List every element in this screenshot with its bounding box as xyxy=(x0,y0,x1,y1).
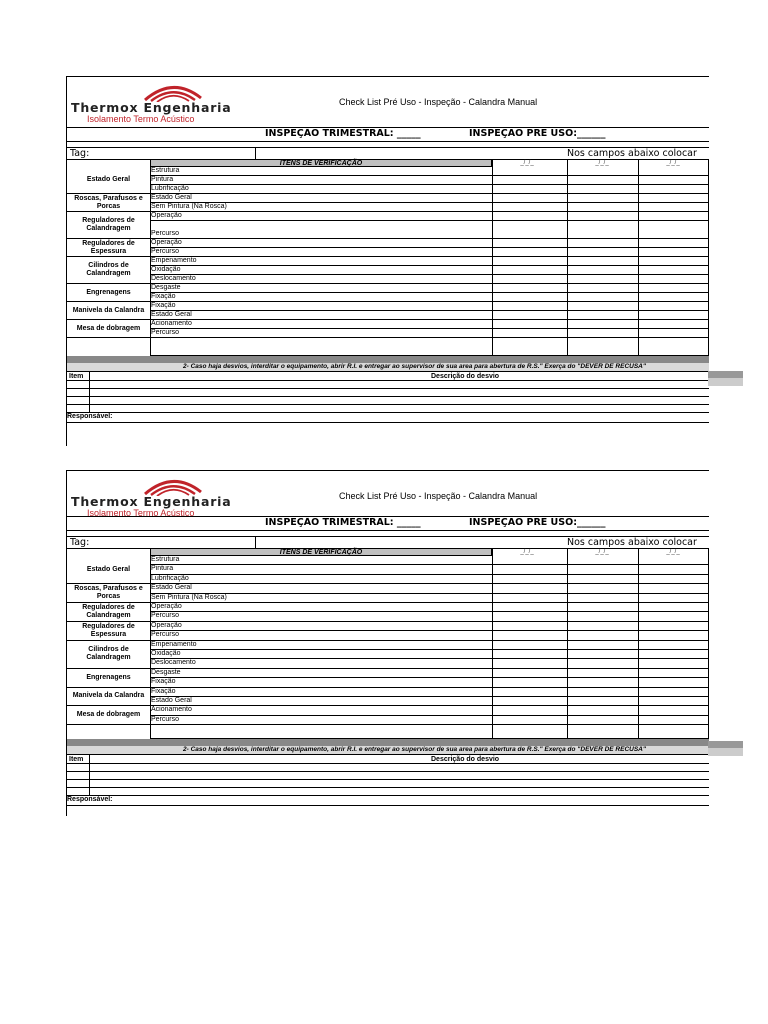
checklist-group-label xyxy=(67,556,150,584)
checklist-item-label: Lubrificação xyxy=(151,574,189,582)
checklist-item-row[interactable] xyxy=(150,716,709,725)
checklist-item-label: Estado Geral xyxy=(151,584,192,592)
checklist-item-row[interactable] xyxy=(150,167,709,176)
checklist-item-label: Operação xyxy=(151,239,182,246)
logo-subtitle: Isolamento Termo Acústico xyxy=(87,508,195,518)
checklist-group-label xyxy=(67,622,150,641)
checklist-item-row[interactable] xyxy=(150,641,709,650)
checklist-group-label xyxy=(67,257,150,284)
inspecao-trimestral-field[interactable]: INSPEÇÃO TRIMESTRAL: _____ xyxy=(265,517,421,528)
checklist-item-label: Acionamento xyxy=(151,320,192,327)
checklist-item-row[interactable] xyxy=(150,248,709,257)
deviation-row[interactable] xyxy=(67,787,709,788)
deviation-row[interactable] xyxy=(67,388,709,389)
divider xyxy=(67,530,709,531)
group-name: Mesa de dobragem xyxy=(76,324,141,332)
divider xyxy=(67,371,709,372)
checklist-item-label: Operação xyxy=(151,621,182,629)
divider xyxy=(255,536,256,548)
group-name: Roscas, Parafusos e Porcas xyxy=(74,194,143,210)
logo-arcs-icon xyxy=(143,80,203,102)
checklist-item-label: Desgaste xyxy=(151,284,181,291)
checklist-group-label xyxy=(67,302,150,320)
checklist-item-row[interactable] xyxy=(150,293,709,302)
description-column-label: Descrição do desvio xyxy=(431,756,500,764)
checklist-item-label: Estado Geral xyxy=(151,194,192,201)
divider xyxy=(67,805,709,806)
checklist-item-label: Pintura xyxy=(151,565,174,573)
inspection-type-row xyxy=(67,517,709,531)
item-column-label: Item xyxy=(69,756,84,764)
group-name: Reguladores de Calandragem xyxy=(82,603,135,619)
date-column-header[interactable]: _/_/_ xyxy=(595,160,609,166)
checklist-group-label xyxy=(67,603,150,622)
checklist-item-row[interactable] xyxy=(150,612,709,621)
checklist-item-label: Pintura xyxy=(151,176,174,183)
checklist-item-row[interactable] xyxy=(150,556,709,565)
date-column-header[interactable]: _/_/_ xyxy=(666,160,680,166)
inspecao-trimestral-field[interactable]: INSPEÇÃO TRIMESTRAL: _____ xyxy=(265,128,421,139)
checklist-item-row[interactable] xyxy=(150,203,709,212)
column-divider xyxy=(492,159,493,356)
checklist-sheet-2 xyxy=(66,470,709,816)
date-column-header[interactable]: _/_/_ xyxy=(595,549,609,555)
group-name: Cilindros de Calandragem xyxy=(86,262,131,277)
checklist-item-row[interactable] xyxy=(150,631,709,640)
checklist-item-label: Empenamento xyxy=(151,640,197,648)
checklist-item-row[interactable] xyxy=(150,575,709,584)
tag-label: Tag: xyxy=(70,537,90,548)
column-divider xyxy=(708,548,709,739)
checklist-item-row[interactable] xyxy=(150,194,709,203)
company-logo xyxy=(71,80,271,124)
separator-band xyxy=(67,356,709,363)
group-name: Mesa de dobragem xyxy=(76,711,141,719)
warning-note xyxy=(67,363,709,371)
separator-band xyxy=(67,739,709,746)
checklist-item-label: Deslocamento xyxy=(151,275,196,282)
group-name: Roscas, Parafusos e Porcas xyxy=(74,585,143,601)
column-divider xyxy=(638,159,639,356)
column-divider xyxy=(567,159,568,356)
checklist-item-label: Oxidação xyxy=(151,266,181,273)
date-column-header[interactable]: _/_/_ xyxy=(520,549,534,555)
checklist-item-row[interactable] xyxy=(150,659,709,668)
warning-note xyxy=(67,746,709,754)
checklist-item-label: Estado Geral xyxy=(151,311,192,318)
checklist-group-label xyxy=(67,641,150,669)
checklist-item-label: Fixação xyxy=(151,302,176,309)
side-band xyxy=(708,371,743,378)
checklist-group-label xyxy=(67,167,150,194)
checklist-item-label: Desgaste xyxy=(151,668,181,676)
checklist-group-label xyxy=(67,584,150,603)
item-column-label: Item xyxy=(69,373,84,380)
items-header: ITENS DE VERIFICAÇÃO xyxy=(150,159,492,167)
instruction-text: Nos campos abaixo colocar xyxy=(567,537,697,548)
group-name: Engrenagens xyxy=(86,673,131,681)
divider xyxy=(67,412,709,413)
checklist-item-row[interactable] xyxy=(150,688,709,697)
column-divider xyxy=(150,548,151,739)
group-name: Estado Geral xyxy=(86,176,131,183)
blank-row[interactable] xyxy=(150,338,709,356)
checklist-item-row[interactable] xyxy=(150,185,709,194)
checklist-item-row[interactable] xyxy=(150,678,709,687)
side-band xyxy=(708,741,743,748)
checklist-item-label: Sem Pintura (Na Rosca) xyxy=(151,203,227,210)
group-name: Manivela da Calandra xyxy=(72,306,145,314)
deviation-row[interactable] xyxy=(67,763,709,764)
warning-note-text: 2- Caso haja desvios, interditar o equipamento, abrir R.I. e entregar ao supervisor de sua area para abertura de R.S." Exerça do "DEVER DE RECUSA" xyxy=(183,746,646,754)
checklist-group-label xyxy=(67,212,150,239)
checklist-item-label: Fixação xyxy=(151,293,176,300)
responsavel-label: Responsável: xyxy=(67,413,113,420)
checklist-item-label: Percurso xyxy=(151,248,180,255)
checklist-item-label: Estrutura xyxy=(151,556,180,563)
checklist-item-row[interactable] xyxy=(150,594,709,603)
column-divider xyxy=(638,548,639,739)
checklist-item-row[interactable] xyxy=(150,176,709,185)
date-column-header[interactable]: _/_/_ xyxy=(666,549,680,555)
divider xyxy=(67,141,709,142)
side-band xyxy=(708,748,743,756)
checklist-item-row[interactable] xyxy=(150,565,709,574)
document-title: Check List Pré Uso - Inspeção - Calandra Manual xyxy=(339,491,538,501)
company-logo xyxy=(71,474,271,518)
divider xyxy=(67,795,709,796)
deviation-row[interactable] xyxy=(67,771,709,772)
blank-row[interactable] xyxy=(150,725,709,739)
checklist-item-label: Acionamento xyxy=(151,706,192,714)
checklist-item-label: Operação xyxy=(151,603,182,610)
checklist-item-row[interactable] xyxy=(150,257,709,266)
checklist-group-label xyxy=(67,669,150,688)
checklist-item-row[interactable] xyxy=(150,706,709,715)
date-column-header[interactable]: _/_/_ xyxy=(520,160,534,166)
checklist-sheet-1 xyxy=(66,76,709,446)
group-name: Engrenagens xyxy=(86,288,131,296)
column-divider xyxy=(492,548,493,739)
inspecao-pre-uso-field[interactable]: INSPEÇAO PRE USO:______ xyxy=(469,517,606,528)
checklist-item-row[interactable] xyxy=(150,584,709,593)
checklist-group-label xyxy=(67,194,150,212)
checklist-item-label: Deslocamento xyxy=(151,659,196,667)
column-divider xyxy=(89,754,90,795)
column-divider xyxy=(567,548,568,739)
checklist-group-label xyxy=(67,688,150,707)
column-divider xyxy=(89,371,90,412)
tag-label: Tag: xyxy=(70,148,90,159)
checklist-group-label xyxy=(67,239,150,257)
checklist-item-row[interactable] xyxy=(150,275,709,284)
checklist-item-row[interactable] xyxy=(150,603,709,612)
logo-name: Thermox Engenharia xyxy=(71,100,232,115)
checklist-item-row[interactable] xyxy=(150,239,709,248)
checklist-item-row[interactable] xyxy=(150,329,709,338)
group-name: Reguladores de Espessura xyxy=(82,239,135,255)
sheet-header xyxy=(67,76,709,126)
deviation-row[interactable] xyxy=(67,779,709,780)
logo-subtitle: Isolamento Termo Acústico xyxy=(87,114,195,124)
group-name: Estado Geral xyxy=(86,565,131,573)
checklist-item-label: Percurso xyxy=(151,715,180,723)
column-divider xyxy=(150,159,151,356)
divider xyxy=(67,754,709,755)
checklist-item-label: Percurso xyxy=(151,230,180,237)
checklist-item-row[interactable] xyxy=(150,212,709,221)
checklist-item-row[interactable] xyxy=(150,697,709,706)
checklist-group-label xyxy=(67,320,150,338)
checklist-item-row[interactable] xyxy=(150,311,709,320)
logo-arcs-icon xyxy=(143,474,203,496)
checklist-item-row[interactable] xyxy=(150,320,709,329)
checklist-item-label: Percurso xyxy=(151,631,180,639)
checklist-item-label: Percurso xyxy=(151,329,180,336)
checklist-item-label: Lubrificação xyxy=(151,185,189,192)
group-name: Manivela da Calandra xyxy=(72,692,145,700)
deviation-row[interactable] xyxy=(67,380,709,381)
checklist-item-row[interactable] xyxy=(150,622,709,631)
checklist-item-row[interactable] xyxy=(150,221,709,239)
logo-name: Thermox Engenharia xyxy=(71,494,232,509)
inspecao-pre-uso-field[interactable]: INSPEÇAO PRE USO:______ xyxy=(469,128,606,139)
instruction-text: Nos campos abaixo colocar xyxy=(567,148,697,159)
sheet-header xyxy=(67,470,709,520)
checklist-item-label: Fixação xyxy=(151,687,176,695)
checklist-item-label: Fixação xyxy=(151,678,176,686)
checklist-group-label xyxy=(67,284,150,302)
checklist-group-label xyxy=(67,706,150,725)
checklist-item-label: Operação xyxy=(151,212,182,219)
checklist-item-label: Empenamento xyxy=(151,257,197,264)
group-name: Cilindros de Calandragem xyxy=(86,646,131,662)
side-band xyxy=(708,378,743,386)
deviation-row[interactable] xyxy=(67,396,709,397)
checklist-item-label: Sem Pintura (Na Rosca) xyxy=(151,593,227,601)
items-header: ITENS DE VERIFICAÇÃO xyxy=(150,548,492,556)
column-divider xyxy=(708,159,709,356)
responsavel-label: Responsável: xyxy=(67,796,113,804)
checklist-item-label: Percurso xyxy=(151,612,180,620)
warning-note-text: 2- Caso haja desvios, interditar o equipamento, abrir R.I. e entregar ao supervisor de sua area para abertura de R.S." Exerça do "DEVER DE RECUSA" xyxy=(183,363,646,370)
inspection-type-row xyxy=(67,128,709,142)
group-name: Reguladores de Espessura xyxy=(82,622,135,638)
description-column-label: Descrição do desvio xyxy=(431,373,500,380)
group-name: Reguladores de Calandragem xyxy=(82,217,135,232)
checklist-item-row[interactable] xyxy=(150,650,709,659)
divider xyxy=(255,147,256,159)
checklist-item-row[interactable] xyxy=(150,669,709,678)
checklist-item-label: Oxidação xyxy=(151,650,181,657)
checklist-item-row[interactable] xyxy=(150,302,709,311)
checklist-item-label: Estado Geral xyxy=(151,697,192,704)
document-title: Check List Pré Uso - Inspeção - Calandra Manual xyxy=(339,97,538,107)
checklist-item-label: Estrutura xyxy=(151,167,180,174)
divider xyxy=(67,422,709,423)
deviation-row[interactable] xyxy=(67,404,709,405)
checklist-item-row[interactable] xyxy=(150,284,709,293)
checklist-item-row[interactable] xyxy=(150,266,709,275)
